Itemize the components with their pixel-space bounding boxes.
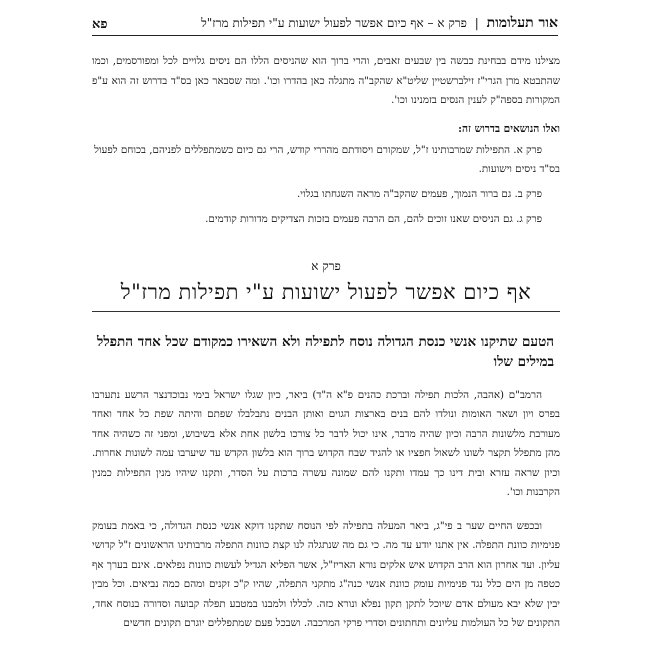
topic-item-2: פרק ב. גם ברור הנמוך, פעמים שהקב"ה מראה השגחתו בגלוי. xyxy=(297,187,542,200)
body-paragraph-1: הרמב"ם (אהבה, הלכות תפילה וברכת כהנים פ"א ה"ד) ביאר, כיון שגלו ישראל בימי נבוכדנצר הרשע נתערבו בפרס ויון ושאר האומות ונולדו להם בנים בארצות הגוים ואותן הבנים נתבלבלו שפתם והיתה שפת כל אחד ואחד מעורבת מלשונות הרבה וכיון שהיה מדבר, אינו יכול לדבר כל צורכו בלשון אחת אלא בשיבוש, ומפני זה כשהיה אחד מהן מתפלל תקצר לשונו לשאול חפציו או להגיד שבח הקדוש ברוך הוא בלשון הקדש עד שיערבו עמה לשונות אחרות. וכיון שראה עזרא ובית דינו כך עמדו ותקנו להם שמונה עשרה ברכות על הסדר, ותקנו שיהיו מנין התפילות כמנין הקרבנות וכו'. xyxy=(92,388,560,498)
running-header xyxy=(92,8,558,36)
page-content xyxy=(92,52,560,634)
header-separator: | xyxy=(474,16,479,30)
chapter-label: פרק א xyxy=(311,258,341,273)
topics-heading: ואלו הנושאים בדרוש זה: xyxy=(458,122,560,135)
running-head: פרק א – אף כיום אפשר לפעול ישועות ע"י תפילות מרז"ל xyxy=(201,16,467,30)
header-right xyxy=(201,15,558,32)
section-subtitle: הטעם שתיקנו אנשי כנסת הגדולה נוסח לתפילה ולא השאירו כמקודם שכל אחד התפלל במילים שלו xyxy=(97,333,554,370)
book-title: אור תעלומות xyxy=(486,15,558,31)
topic-item-1: פרק א. התפילות שמרבותינו ז"ל, שמקורם ויסודתם מהררי קודש, הרי גם כיום כשמתפללים לפניהם, בכוחם לפעול בס"ד ניסים וישועות. xyxy=(94,143,560,175)
intro-paragraph: מצילנו מידם בבחינת כבשה בין שבעים זאבים, והרי ברוך הוא שהניסים הללו הם ניסים גלויים לכל ומפורסמים, וכמו שהתבטא מרן הגרי"ז זילברשטיין שליט"א שהקב"ה מתגלה כאן בהדרו וכו'. ומה שסבאר כאן בס"ד בדרוש זה הוא ע"פ המקורות בספה"ק לענין הנסים בזמנינו וכו'. xyxy=(92,55,560,106)
body-paragraph-2: ובכפש החיים שער ב פי"ג, ביאר המעלה בתפילה לפי הנוסח שתקנו דוקא אנשי כנסת הגדולה, כי באמת בעומק פנימיות כוונת התפלה. אין אתנו יודע עד מה. כי גם מה שנתגלה לנו קצת כוונות התפלה מרבותינו הראשונים ז"ל קדושי עליון. ועד אחרון הוא הרב הקדוש איש אלקים נורא האריז"ל, אשר הפליא הגדיל לעשות כוונות נפלאים. אינם בערך אף כטפה מן הים כלל נגד פנימיות עומק כוונת אנשי כנה"ג מתקני התפלה, שהיו ק"כ זקנים ומהם כמה נביאים. וכל מבין יבין שלא יבא מעולם אדם שיוכל לתקן תקון נפלא ונורא כזה. לכללו ולמבנו במטבע תפלה קבועה וסדורה בנוסח אחד, התקונים של כל העולמות עליונים ותחתונים וסדרי פרקי המרכבה. ושבכל פעם שמתפללים יוגרם תקונים חדשים xyxy=(92,519,560,629)
title-divider xyxy=(92,311,560,312)
page-number: פא xyxy=(92,17,108,32)
chapter-title: אף כיום אפשר לפעול ישועות ע"י תפילות מרז"ל xyxy=(120,279,532,304)
topic-item-3: פרק ג. גם הניסים שאנו זוכים להם, הם הרבה פעמים בזכות הצדיקים מדורות קודמים. xyxy=(205,212,542,225)
